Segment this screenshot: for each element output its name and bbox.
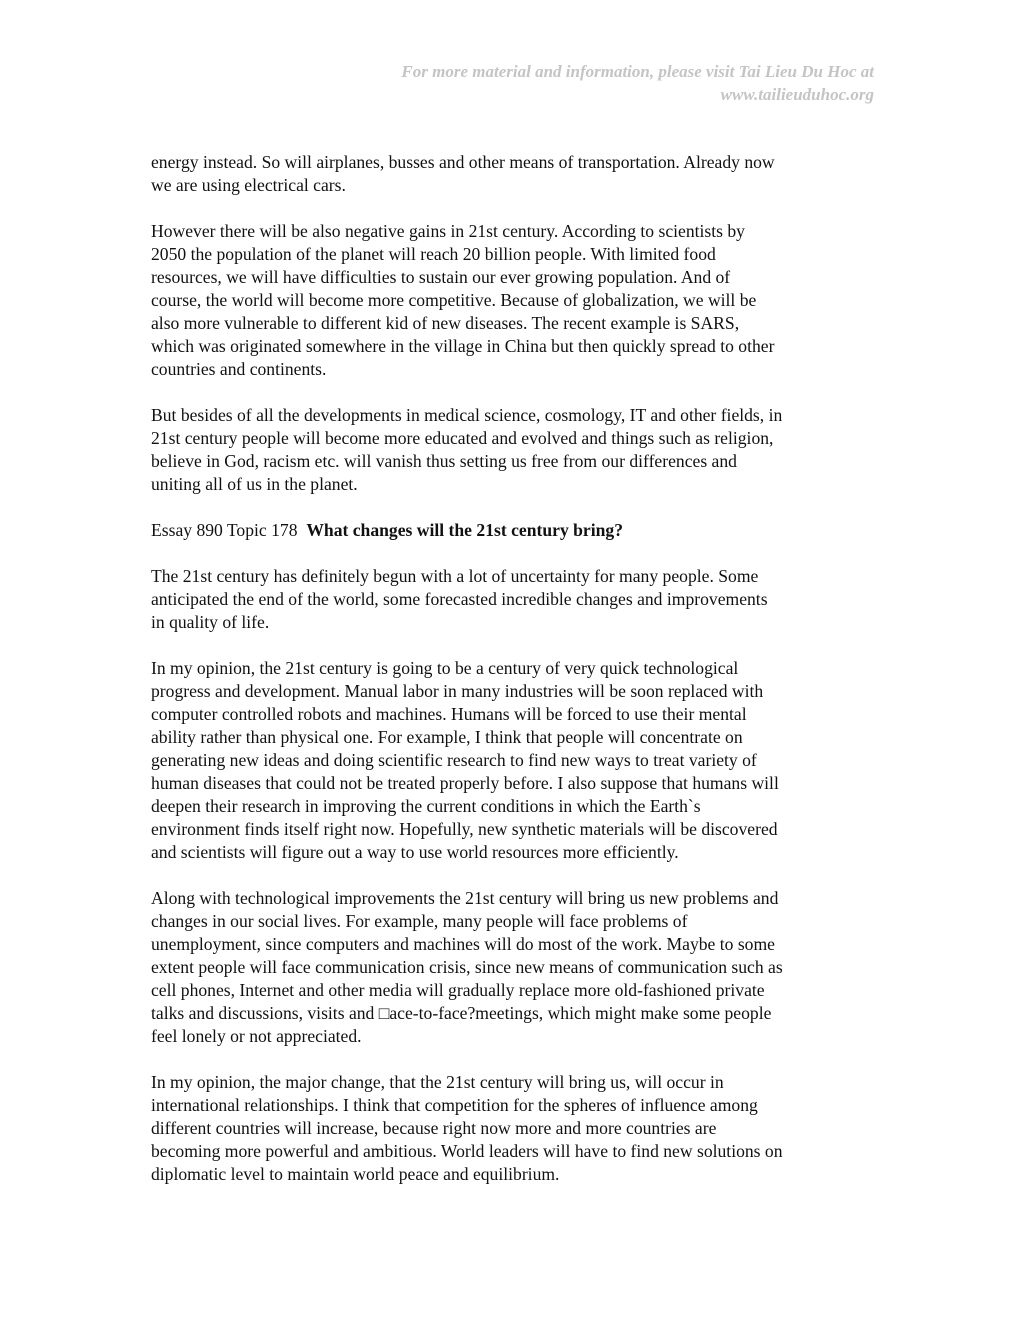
- text-line: ability rather than physical one. For example, I think that people will concentrate on: [151, 727, 743, 747]
- document-body: [151, 151, 881, 1209]
- text-line: talks and discussions, visits and □ace-to-face?meetings, which might make some people: [151, 1003, 772, 1023]
- text-line: becoming more powerful and ambitious. World leaders will have to find new solutions on: [151, 1141, 783, 1161]
- paragraph: [151, 220, 881, 381]
- text-line: But besides of all the developments in medical science, cosmology, IT and other fields, in: [151, 405, 783, 425]
- text-line: Along with technological improvements the 21st century will bring us new problems and: [151, 888, 779, 908]
- text-line: which was originated somewhere in the village in China but then quickly spread to other: [151, 336, 775, 356]
- text-line: changes in our social lives. For example, many people will face problems of: [151, 911, 688, 931]
- text-line: feel lonely or not appreciated.: [151, 1026, 362, 1046]
- text-line: energy instead. So will airplanes, busses and other means of transportation. Already now: [151, 152, 775, 172]
- text-line: deepen their research in improving the current conditions in which the Earth`s: [151, 796, 701, 816]
- text-line: we are using electrical cars.: [151, 175, 346, 195]
- text-line: unemployment, since computers and machines will do most of the work. Maybe to some: [151, 934, 775, 954]
- essay-label: Essay 890 Topic 178: [151, 520, 298, 540]
- text-line: also more vulnerable to different kid of new diseases. The recent example is SARS,: [151, 313, 740, 333]
- text-line: In my opinion, the major change, that the 21st century will bring us, will occur in: [151, 1072, 724, 1092]
- text-line: progress and development. Manual labor in many industries will be soon replaced with: [151, 681, 764, 701]
- essay-heading: [151, 519, 881, 542]
- text-line: 21st century people will become more educated and evolved and things such as religion,: [151, 428, 774, 448]
- header-line: For more material and information, please visit Tai Lieu Du Hoc at: [401, 62, 874, 81]
- text-line: international relationships. I think that competition for the spheres of influence among: [151, 1095, 758, 1115]
- text-line: uniting all of us in the planet.: [151, 474, 358, 494]
- paragraph: [151, 887, 881, 1048]
- text-line: However there will be also negative gains in 21st century. According to scientists by: [151, 221, 745, 241]
- text-line: different countries will increase, because right now more and more countries are: [151, 1118, 717, 1138]
- text-line: diplomatic level to maintain world peace and equilibrium.: [151, 1164, 560, 1184]
- paragraph: [151, 657, 881, 864]
- text-line: The 21st century has definitely begun with a lot of uncertainty for many people. Some: [151, 566, 759, 586]
- paragraph: [151, 404, 881, 496]
- paragraph: [151, 1071, 881, 1186]
- text-line: course, the world will become more competitive. Because of globalization, we will be: [151, 290, 757, 310]
- text-line: generating new ideas and doing scientific research to find new ways to treat variety of: [151, 750, 757, 770]
- text-line: In my opinion, the 21st century is going to be a century of very quick technological: [151, 658, 739, 678]
- text-line: in quality of life.: [151, 612, 270, 632]
- text-line: computer controlled robots and machines. Humans will be forced to use their mental: [151, 704, 747, 724]
- text-line: anticipated the end of the world, some forecasted incredible changes and improvements: [151, 589, 768, 609]
- text-line: believe in God, racism etc. will vanish thus setting us free from our differences and: [151, 451, 737, 471]
- text-line: extent people will face communication crisis, since new means of communication such as: [151, 957, 783, 977]
- header-url: www.tailieuduhoc.org: [720, 85, 874, 104]
- paragraph: [151, 565, 881, 634]
- text-line: 2050 the population of the planet will reach 20 billion people. With limited food: [151, 244, 716, 264]
- text-line: resources, we will have difficulties to sustain our ever growing population. And of: [151, 267, 731, 287]
- text-line: environment finds itself right now. Hopefully, new synthetic materials will be discovered: [151, 819, 778, 839]
- text-line: and scientists will figure out a way to use world resources more efficiently.: [151, 842, 679, 862]
- essay-title: What changes will the 21st century bring?: [306, 520, 623, 540]
- paragraph: [151, 151, 881, 197]
- text-line: human diseases that could not be treated properly before. I also suppose that humans will: [151, 773, 779, 793]
- page-header: [174, 60, 874, 106]
- text-line: cell phones, Internet and other media will gradually replace more old-fashioned private: [151, 980, 765, 1000]
- text-line: countries and continents.: [151, 359, 327, 379]
